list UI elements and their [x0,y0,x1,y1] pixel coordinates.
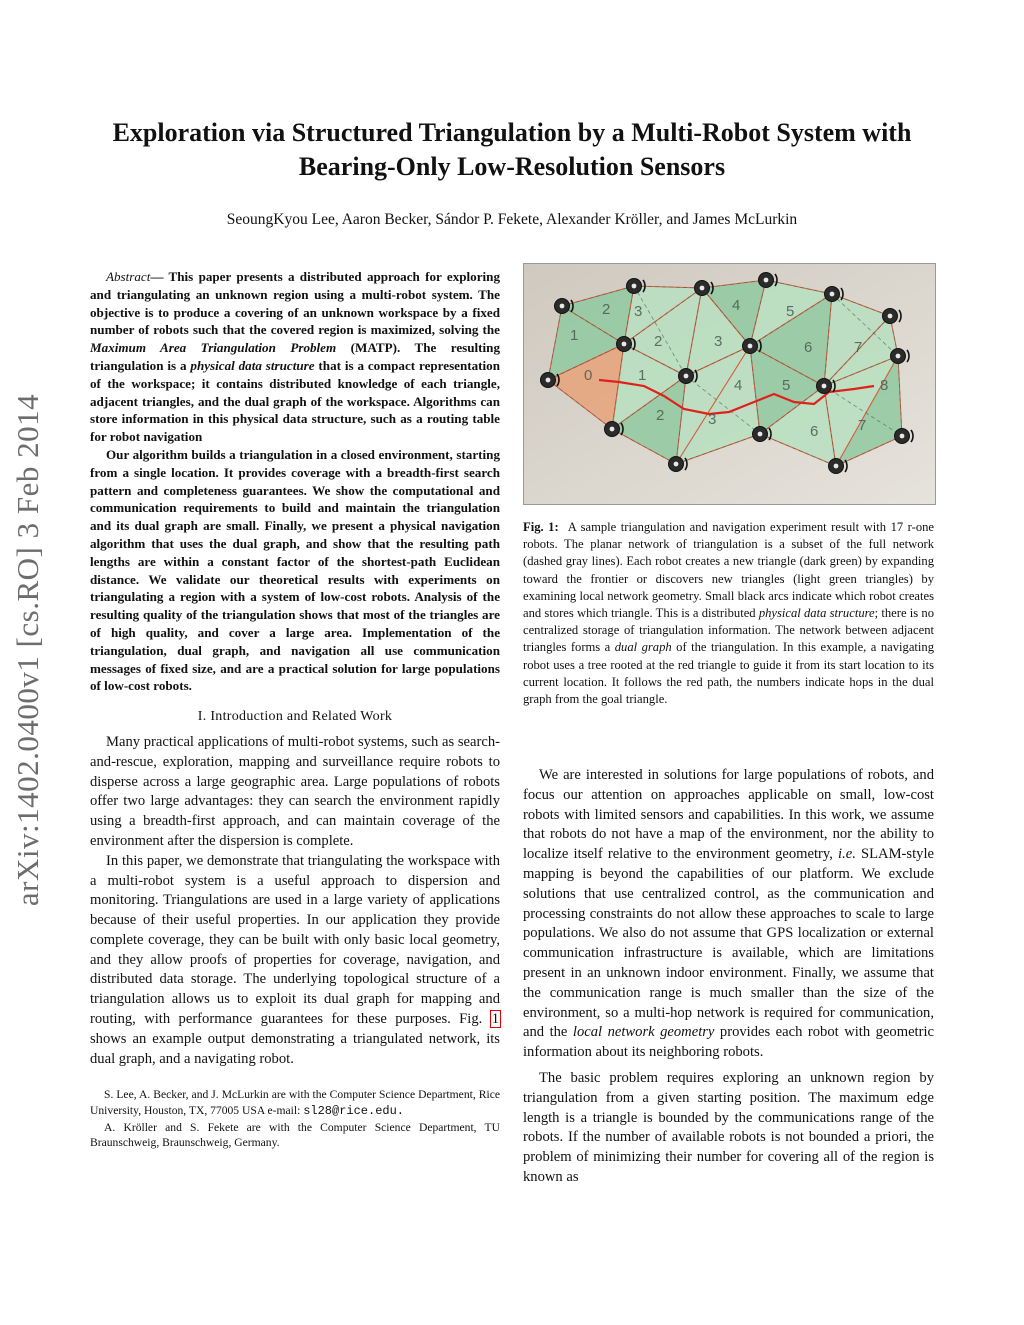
hop-label: 1 [570,327,579,344]
abstract-text: — This paper presents a distributed approach for exploring and triangulating an unknown region using a multi-robot system. The objective is to produce a covering of an unknown workspace by a fixed number of robots such that the covered region is maximized, solving the [90,269,500,338]
hop-label: 6 [804,339,813,356]
caption-emphasis: dual graph [614,640,672,655]
triangulation-photo-illustration [524,264,935,504]
right-paragraph-1 [523,766,934,1063]
body-text: We are interested in solutions for large populations of robots, and focus our attention on approaches applicable on small, low-cost robots with limited sensors and capabilities. In this work, we assume that robots do not have a map of the environment, nor the ability to localize itself relative to the environment geometry, [523,767,934,863]
robot-marker-center [622,342,627,347]
hop-label: 3 [708,411,717,428]
intro-text: In this paper, we demonstrate that triangulating the workspace with a multi-robot system is a useful approach to dispersion and monitoring. Triangulations are used in a large variety of applications because of their useful properties. In our application they provide complete coverage, they can be built with only basic local geometry, and they allow proofs of properties for coverage, navigation, and distributed data storage. The underlying topological structure of a triangulation allows us to exploit its dual graph for mapping and routing, with performance guarantees for these purposes. Fig. [90,852,500,1028]
hop-label: 7 [854,339,863,356]
robot-marker-center [764,278,769,283]
caption-emphasis: physical data structure [758,606,875,621]
robot-marker-center [834,464,839,469]
robot-marker-center [700,286,705,291]
robot-marker-center [684,374,689,379]
robot-marker-center [900,434,905,439]
hop-label: 8 [880,377,889,394]
arxiv-identifier: arXiv:1402.0400v1 [cs.RO] 3 Feb 2014 [10,393,45,907]
robot-marker-center [610,427,615,432]
email-address: sl28@rice.edu. [303,1104,405,1119]
hop-label: 4 [732,297,741,314]
robot-marker-center [674,462,679,467]
intro-paragraph-1: Many practical applications of multi-robot systems, such as search-and-rescue, exploration, mapping and surveillance require robots to disperse across a large geographic area. Large populations of robots offer two large advantages: they can search the environment rapidly using a breadth-first approach, and can maintain coverage of the environment after the dispersion is complete. [90,733,500,849]
footnotes [90,1087,500,1150]
body-emphasis: i.e. [838,846,856,863]
robot-marker-center [822,384,827,389]
abstract-text: that is a compact representation of the workspace; it contains distributed knowledge of each triangle, adjacent triangles, and the dual graph of the workspace. Algorithms can store information in this physical data structure, such as a routing table for robot navigation [90,357,500,445]
robot-marker-center [758,432,763,437]
footnote-affiliation-rice [90,1087,500,1119]
hop-label: 2 [602,301,611,318]
abstract [90,268,500,695]
hop-label: 3 [714,333,723,350]
body-emphasis: local network geometry [572,1024,715,1041]
robot-marker-center [748,344,753,349]
abstract-paragraph-2: Our algorithm builds a triangulation in a closed environment, starting from a single location. It provides coverage with a breadth-first search pattern and completeness guarantees. We show the computational and communication requirements to build and maintain the triangulation and its dual graph are small. Finally, we present a physical navigation algorithm that uses the dual graph, and show that the resulting path lengths are within a constant factor of the shortest-path Euclidean distance. We validate our theoretical results with experiments on triangulating a region with a system of low-cost robots. Analysis of the resulting quality of the triangulation shows that most of the triangles are of high quality, and cover a large area. Implementation of the triangulation, dual graph, and navigation all use communication messages of fixed size, and are a practical solution for large populations of low-cost robots. [90,446,500,694]
author-list: SeoungKyou Lee, Aaron Becker, Sándor P. Fekete, Alexander Kröller, and James McLurkin [226,211,798,228]
intro-paragraph-2 [90,852,500,1070]
footnote-affiliation-tu: A. Kröller and S. Fekete are with the Computer Science Department, TU Braunschweig, Braunschweig, Germany. [90,1120,500,1150]
hop-label: 2 [656,407,665,424]
body-text: provides each robot with geometric information about its neighboring robots. [523,1024,934,1061]
abstract-paragraph-1 [90,268,500,446]
hop-label: 5 [782,377,791,394]
hop-label: 3 [634,303,643,320]
abstract-emphasis: Maximum Area Triangulation Problem [90,340,337,356]
caption-text: of the triangulation. In this example, a navigating robot uses a tree rooted at the red triangle to guide it from its start location to its current location. It follows the red path, the numbers indicate hops in the dual graph from the goal triangle. [523,640,935,707]
hop-label: 1 [638,367,647,384]
robot-marker-center [896,354,901,359]
abstract-lead: Abstract [106,269,151,284]
right-column [523,766,934,1188]
robot-marker-center [830,292,835,297]
abstract-emphasis: physical data structure [190,357,315,373]
figure-1-photo [523,263,936,505]
section-heading: I. Introduction and Related Work [197,709,393,725]
robot-marker-center [632,284,637,289]
hop-label: 4 [734,377,743,394]
paper-title [60,116,964,184]
figure-1-caption [523,519,934,708]
caption-text: ; there is no centralized storage of triangulation information. The network between adjacent triangles forms a [523,606,934,655]
intro-text: shows an example output demonstrating a triangulated network, its dual graph, and a navigating robot. [90,1030,500,1067]
robot-marker-center [560,304,565,309]
hop-label: 6 [810,423,819,440]
abstract-text: (MATP). The resulting triangulation is a [90,340,500,373]
arxiv-stamp [8,370,48,930]
caption-text: A sample triangulation and navigation experiment result with 17 r-one robots. The planar network of triangulation is a subset of the full network (dashed gray lines). Each robot creates a new triangle (dark green) by expanding toward the frontier or discovers new triangles (light green triangles) by examining local network geometry. Small black arcs indicate which robot creates and stores which triangle. This is a distributed [523,520,935,621]
hop-label: 0 [584,367,593,384]
caption-label: Fig. 1: [523,520,559,534]
title-line-1: Exploration via Structured Triangulation by a Multi-Robot System with [112,118,912,147]
footnote-text: S. Lee, A. Becker, and J. McLurkin are with the Computer Science Department, Rice University, Houston, TX, 77005 USA e-mail: [90,1088,500,1118]
right-paragraph-2: The basic problem requires exploring an unknown region by triangulation from a given starting position. The maximum edge length is a triangle is bounded by the communications range of the robots. If the number of available robots is not bounded a priori, the problem of minimizing their number for covering all of the region is known as [523,1069,934,1185]
robot-marker-center [546,378,551,383]
hop-label: 5 [786,303,795,320]
hop-label: 2 [654,333,663,350]
robot-marker-center [888,314,893,319]
hop-label: 7 [858,417,867,434]
figure-reference-link[interactable]: 1 [491,1011,499,1028]
title-line-2: Bearing-Only Low-Resolution Sensors [298,152,726,181]
body-text: SLAM-style mapping is beyond the capabilities of our platform. We exclude solutions that use centralized control, as the communication and processing constraints do not allow these approaches to scale to large populations. We also do not assume that GPS localization or external communication infrastructure is available, which are limitations present in an unknown indoor environment. Finally, we assume that the communication range is much smaller than the size of the environment, so a multi-hop network is required for communication, and the [523,846,934,1041]
left-column [90,268,500,1151]
